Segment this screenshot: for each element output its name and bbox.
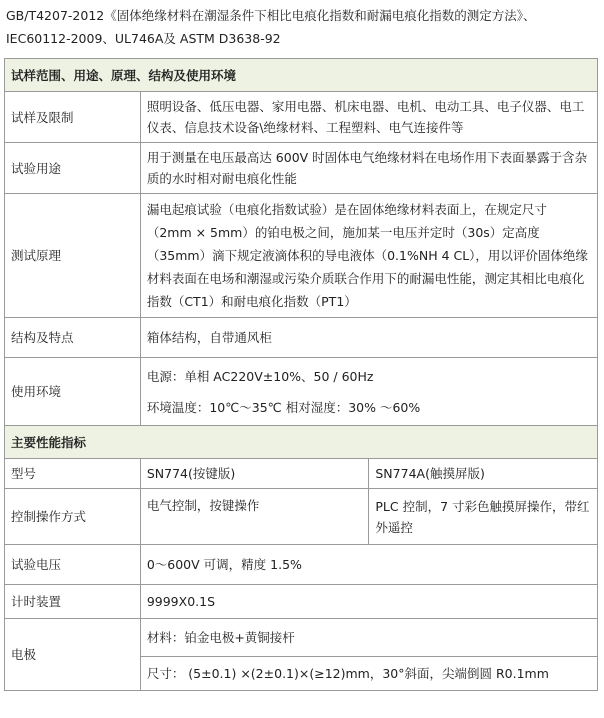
row-label: 电极 (5, 619, 141, 691)
electrode-material: 材料：铂金电极+黄铜接杆 (140, 619, 597, 657)
model-a: SN774(按键版) (140, 459, 369, 489)
section-title-performance: 主要性能指标 (5, 426, 598, 459)
table-row (5, 358, 598, 426)
standards-header (6, 4, 596, 50)
table-row (5, 318, 598, 358)
control-a: 电气控制，按键操作 (140, 489, 369, 545)
table-row (5, 459, 598, 489)
row-label: 测试原理 (5, 194, 141, 318)
table-row (5, 194, 598, 318)
electrode-size: 尺寸： (5±0.1) ×(2±0.1)×(≥12)mm，30°斜面，尖端倒圆 R0.1mm (140, 657, 597, 691)
row-label: 计时装置 (5, 585, 141, 619)
row-value: 0～600V 可调，精度 1.5% (140, 545, 597, 585)
row-label: 使用环境 (5, 358, 141, 426)
ambient-spec: 环境温度：10℃～35℃ 相对湿度：30% ～60% (146, 399, 421, 415)
row-value: 9999X0.1S (140, 585, 597, 619)
table-row (5, 489, 598, 545)
row-value: 漏电起痕试验（电痕化指数试验）是在固体绝缘材料表面上，在规定尺寸（2mm × 5mm）的铂电极之间，施加某一电压并定时（30s）定高度（35mm）滴下规定液滴体积的导电液体（0.1%NH 4 CL），用以评价固体绝缘材料表面在电场和潮湿或污染介质联合作用下的耐漏电性能，测定其相比电痕化指数（CT1）和耐电痕化指数（PT1） (140, 194, 597, 318)
power-spec: 电源：单相 AC220V±10%、50 / 60Hz (146, 368, 374, 384)
table-row (5, 619, 598, 657)
table-row (5, 143, 598, 194)
spec-table (4, 58, 598, 691)
row-label: 试验电压 (5, 545, 141, 585)
environment-value (140, 358, 597, 426)
row-label: 控制操作方式 (5, 489, 141, 545)
table-row (5, 92, 598, 143)
standards-line-1: GB/T4207-2012《固体绝缘材料在潮湿条件下相比电痕化指数和耐漏电痕化指数的测定方法》、 (6, 8, 536, 23)
row-label: 试验用途 (5, 143, 141, 194)
model-b: SN774A(触摸屏版) (369, 459, 598, 489)
table-row (5, 545, 598, 585)
section-header-scope (5, 59, 598, 92)
standards-line-2: IEC60112-2009、UL746A及 ASTM D3638-92 (6, 31, 281, 46)
row-label: 结构及特点 (5, 318, 141, 358)
row-value: 照明设备、低压电器、家用电器、机床电器、电机、电动工具、电子仪器、电工仪表、信息技术设备\绝缘材料、工程塑料、电气连接件等 (140, 92, 597, 143)
row-label: 型号 (5, 459, 141, 489)
row-value: 用于测量在电压最高达 600V 时固体电气绝缘材料在电场作用下表面暴露于含杂质的水时相对耐电痕化性能 (140, 143, 597, 194)
row-label: 试样及限制 (5, 92, 141, 143)
table-row (5, 585, 598, 619)
section-title-scope: 试样范围、用途、原理、结构及使用环境 (5, 59, 598, 92)
row-value: 箱体结构，自带通风柜 (140, 318, 597, 358)
control-b: PLC 控制，7 寸彩色触摸屏操作，带红外遥控 (369, 489, 598, 545)
section-header-performance (5, 426, 598, 459)
